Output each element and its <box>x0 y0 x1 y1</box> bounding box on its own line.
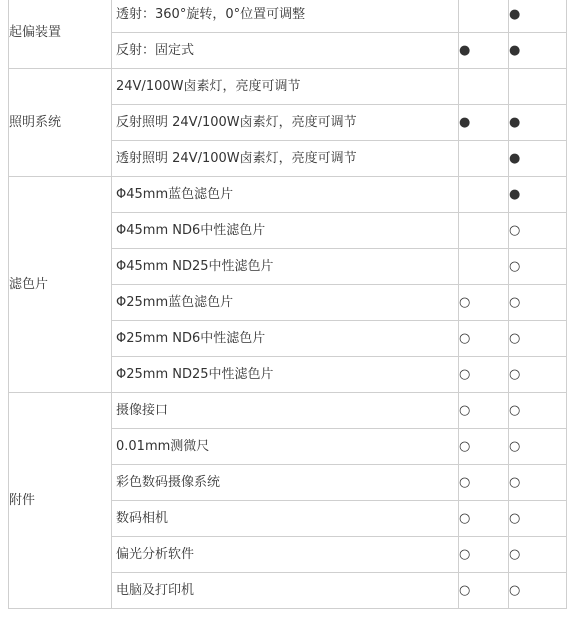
item-cell: Φ45mm ND25中性滤色片 <box>112 249 459 285</box>
config-mark-cell-b <box>509 0 567 33</box>
item-cell: Φ45mm蓝色滤色片 <box>112 177 459 213</box>
config-mark: ● <box>459 42 471 58</box>
table-row <box>9 177 567 213</box>
config-mark: ○ <box>459 582 471 598</box>
config-mark: ○ <box>509 438 521 454</box>
config-mark-cell-b <box>509 141 567 177</box>
config-mark-cell-b <box>509 69 567 105</box>
table-row <box>9 69 567 105</box>
config-mark: ○ <box>459 438 471 454</box>
config-mark-cell-b <box>509 357 567 393</box>
config-mark-cell-b <box>509 573 567 609</box>
config-mark-cell-a <box>459 357 509 393</box>
config-mark: ○ <box>509 474 521 490</box>
config-mark-cell-b <box>509 105 567 141</box>
config-mark-cell-b <box>509 321 567 357</box>
item-cell: 摄像接口 <box>112 393 459 429</box>
config-mark-cell-a <box>459 141 509 177</box>
item-cell: 透射：360°旋转，0°位置可调整 <box>112 0 459 33</box>
config-mark: ○ <box>459 546 471 562</box>
config-mark: ○ <box>509 546 521 562</box>
config-mark-cell-a <box>459 429 509 465</box>
config-mark-cell-b <box>509 537 567 573</box>
spec-table-body <box>9 0 567 609</box>
config-mark: ○ <box>509 582 521 598</box>
config-mark: ● <box>509 42 521 58</box>
config-mark-cell-a <box>459 537 509 573</box>
item-cell: 彩色数码摄像系统 <box>112 465 459 501</box>
config-mark-cell-a <box>459 285 509 321</box>
config-mark-cell-b <box>509 213 567 249</box>
item-cell: 反射：固定式 <box>112 33 459 69</box>
category-cell: 照明系统 <box>9 69 112 177</box>
config-mark: ○ <box>509 330 521 346</box>
config-mark-cell-a <box>459 105 509 141</box>
config-mark: ○ <box>509 510 521 526</box>
config-mark: ● <box>509 186 521 202</box>
item-cell: Φ25mm蓝色滤色片 <box>112 285 459 321</box>
config-mark: ○ <box>509 258 521 274</box>
table-row <box>9 393 567 429</box>
config-mark: ○ <box>509 294 521 310</box>
item-cell: 透射照明 24V/100W卤素灯，亮度可调节 <box>112 141 459 177</box>
config-mark-cell-b <box>509 177 567 213</box>
config-mark-cell-b <box>509 285 567 321</box>
config-mark-cell-a <box>459 321 509 357</box>
item-cell: Φ45mm ND6中性滤色片 <box>112 213 459 249</box>
config-mark-cell-b <box>509 249 567 285</box>
config-mark-cell-a <box>459 177 509 213</box>
category-cell: 起偏装置 <box>9 0 112 69</box>
spec-table <box>8 0 567 609</box>
config-mark-cell-b <box>509 429 567 465</box>
config-mark: ○ <box>509 366 521 382</box>
config-mark-cell-b <box>509 393 567 429</box>
table-row <box>9 0 567 33</box>
item-cell: Φ25mm ND25中性滤色片 <box>112 357 459 393</box>
config-mark-cell-a <box>459 393 509 429</box>
config-mark: ○ <box>459 366 471 382</box>
config-mark: ● <box>459 114 471 130</box>
config-mark: ○ <box>509 222 521 238</box>
item-cell: 24V/100W卤素灯，亮度可调节 <box>112 69 459 105</box>
item-cell: 数码相机 <box>112 501 459 537</box>
config-mark-cell-a <box>459 501 509 537</box>
config-mark: ○ <box>459 402 471 418</box>
config-mark: ● <box>509 150 521 166</box>
config-mark-cell-a <box>459 33 509 69</box>
config-mark: ● <box>509 6 521 22</box>
category-cell: 滤色片 <box>9 177 112 393</box>
config-mark-cell-a <box>459 465 509 501</box>
config-mark-cell-a <box>459 69 509 105</box>
config-mark: ○ <box>459 294 471 310</box>
config-mark-cell-a <box>459 0 509 33</box>
config-mark: ○ <box>509 402 521 418</box>
item-cell: 电脑及打印机 <box>112 573 459 609</box>
config-mark: ○ <box>459 510 471 526</box>
config-mark-cell-a <box>459 249 509 285</box>
config-mark-cell-a <box>459 213 509 249</box>
item-cell: 偏光分析软件 <box>112 537 459 573</box>
item-cell: 0.01mm测微尺 <box>112 429 459 465</box>
config-mark-cell-b <box>509 465 567 501</box>
item-cell: Φ25mm ND6中性滤色片 <box>112 321 459 357</box>
item-cell: 反射照明 24V/100W卤素灯，亮度可调节 <box>112 105 459 141</box>
config-mark: ○ <box>459 474 471 490</box>
category-cell: 附件 <box>9 393 112 609</box>
config-mark-cell-a <box>459 573 509 609</box>
config-mark-cell-b <box>509 501 567 537</box>
config-mark: ○ <box>459 330 471 346</box>
config-mark: ● <box>509 114 521 130</box>
config-mark-cell-b <box>509 33 567 69</box>
